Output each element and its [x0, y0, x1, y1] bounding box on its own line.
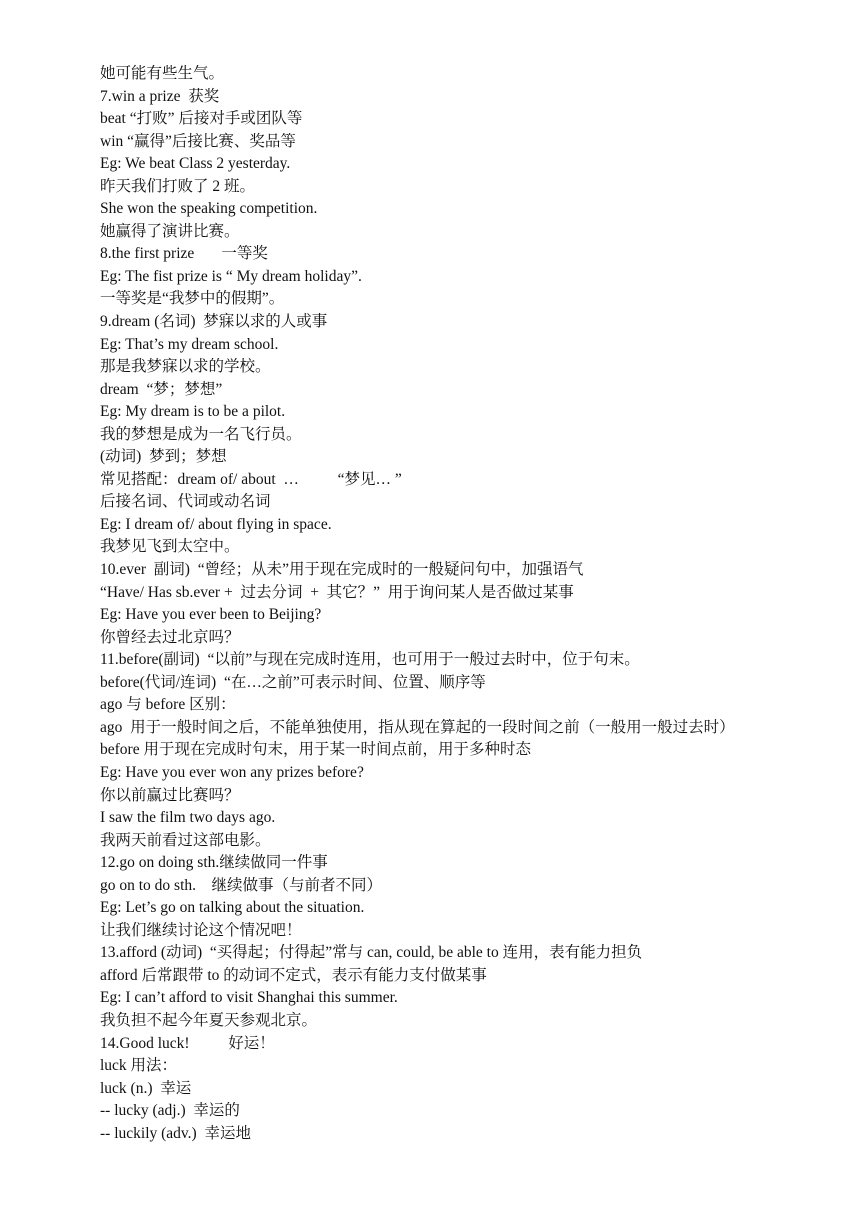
text-line: 7.win a prize 获奖 [100, 87, 220, 105]
text-line: Eg: The fist prize is “ My dream holiday”. [100, 267, 362, 285]
text-line: before 用于现在完成时句末，用于某一时间点前，用于多种时态 [100, 741, 531, 759]
text-line: 10.ever 副词) “曾经；从未”用于现在完成时的一般疑问句中，加强语气 [100, 561, 584, 579]
text-line: Eg: Have you ever won any prizes before? [100, 763, 364, 781]
text-line: -- lucky (adj.) 幸运的 [100, 1102, 240, 1120]
text-line: 你曾经去过北京吗？ [100, 628, 240, 646]
text-line: 一等奖是“我梦中的假期”。 [100, 290, 285, 308]
text-line: dream “梦；梦想” [100, 380, 223, 398]
text-line: 12.go on doing sth.继续做同一件事 [100, 854, 328, 872]
text-line: win “赢得”后接比赛、奖品等 [100, 132, 296, 150]
text-line: 她赢得了演讲比赛。 [100, 222, 240, 240]
text-line: “Have/ Has sb.ever + 过去分词 + 其它？” 用于询问某人是否做过某事 [100, 583, 574, 601]
text-line: ago 与 before 区别： [100, 696, 236, 714]
text-line: 14.Good luck! 好运！ [100, 1034, 275, 1052]
text-line: 我两天前看过这部电影。 [100, 831, 271, 849]
text-line: 她可能有些生气。 [100, 65, 225, 82]
text-line: go on to do sth. 继续做事（与前者不同） [100, 876, 383, 894]
text-line: 我的梦想是成为一名飞行员。 [100, 425, 302, 443]
text-line: Eg: My dream is to be a pilot. [100, 403, 286, 421]
text-line: luck 用法： [100, 1057, 178, 1075]
text-line: Eg: We beat Class 2 yesterday. [100, 155, 291, 173]
text-line: 昨天我们打败了 2 班。 [100, 177, 256, 195]
text-line: 11.before(副词) “以前”与现在完成时连用，也可用于一般过去时中，位于句末。 [100, 651, 640, 669]
text-line: Eg: That’s my dream school. [100, 335, 279, 353]
text-line: 你以前赢过比赛吗？ [100, 786, 240, 804]
text-line: 后接名词、代词或动名词 [100, 493, 271, 511]
text-line: -- luckily (adv.) 幸运地 [100, 1124, 251, 1142]
text-line: Eg: Let’s go on talking about the situation. [100, 899, 365, 917]
text-line: 常见搭配：dream of/ about … “梦见… ” [100, 470, 402, 488]
text-line: Eg: I can’t afford to visit Shanghai this summer. [100, 989, 398, 1007]
text-line: 9.dream (名词) 梦寐以求的人或事 [100, 313, 328, 331]
text-line: She won the speaking competition. [100, 200, 318, 218]
text-line: luck (n.) 幸运 [100, 1079, 192, 1097]
text-line: 我梦见飞到太空中。 [100, 538, 240, 556]
text-line: before(代词/连词) “在…之前”可表示时间、位置、顺序等 [100, 673, 486, 691]
text-line: 8.the first prize 一等奖 [100, 245, 268, 263]
text-line: Eg: I dream of/ about flying in space. [100, 515, 332, 533]
text-line: 我负担不起今年夏天参观北京。 [100, 1011, 318, 1029]
text-line: beat “打败” 后接对手或团队等 [100, 110, 303, 128]
text-line: ago 用于一般时间之后，不能单独使用，指从现在算起的一段时间之前（一般用一般过去时） [100, 718, 735, 736]
text-line: 13.afford (动词) “买得起；付得起”常与 can, could, be able to 连用，表有能力担负 [100, 944, 643, 962]
text-line: afford 后常跟带 to 的动词不定式，表示有能力支付做某事 [100, 966, 487, 984]
text-line: I saw the film two days ago. [100, 809, 276, 827]
text-line: Eg: Have you ever been to Beijing? [100, 606, 322, 624]
text-line: 让我们继续讨论这个情况吧！ [100, 921, 302, 939]
text-line: 那是我梦寐以求的学校。 [100, 358, 271, 376]
document-page [100, 63, 840, 1145]
text-line: (动词) 梦到；梦想 [100, 448, 227, 466]
